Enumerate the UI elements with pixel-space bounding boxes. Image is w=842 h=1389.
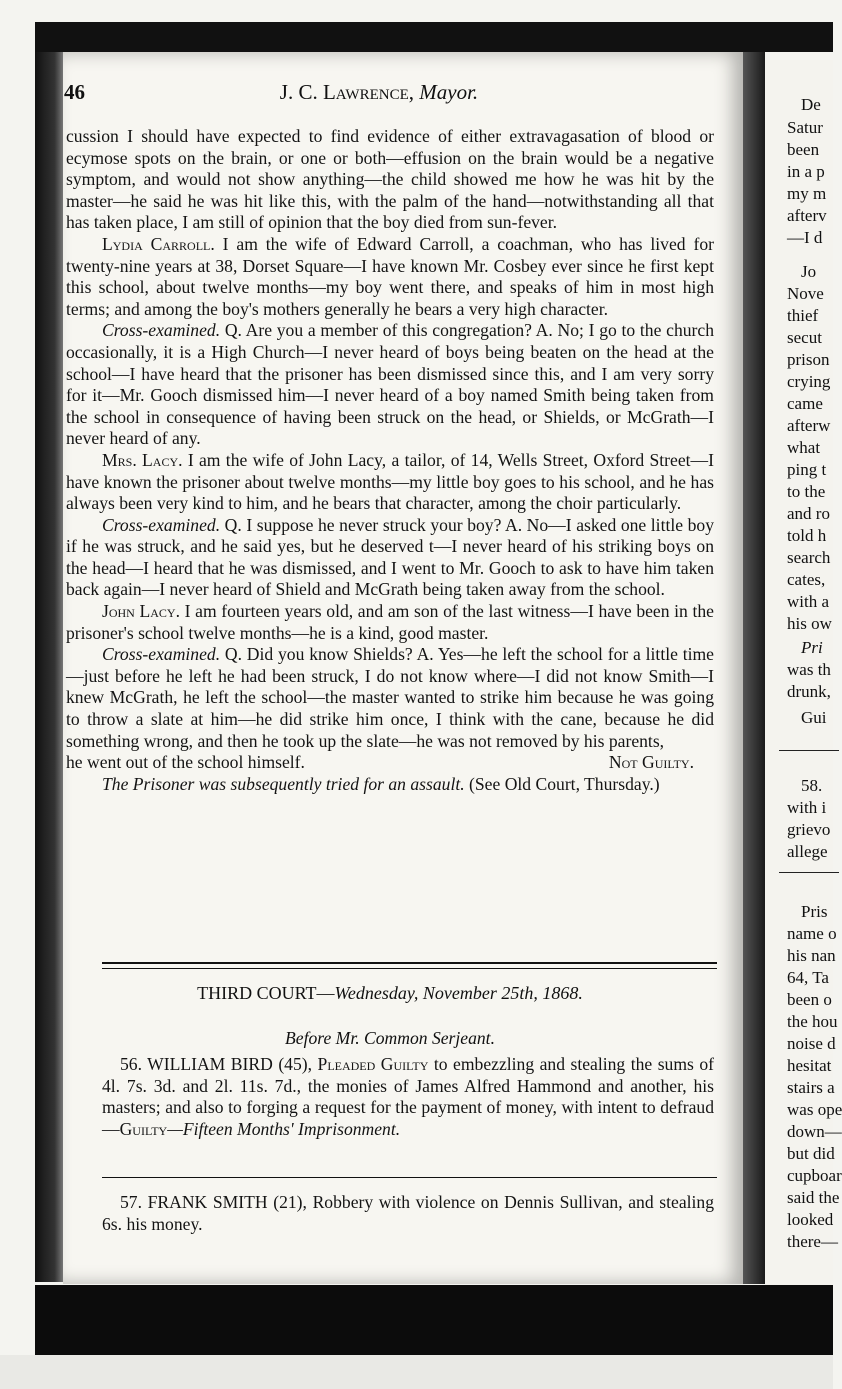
verdict: Not Guilty. <box>608 752 694 773</box>
page-number: 46 <box>64 80 85 104</box>
facing-page-text: his nan <box>787 946 836 965</box>
facing-page-text: Jo <box>801 262 817 281</box>
facing-page-text: drunk, <box>787 682 831 701</box>
note-italic: The Prisoner was subsequently tried for an assault. <box>102 773 465 794</box>
facing-page-text: looked <box>787 1210 834 1229</box>
facing-page-text: afterw <box>787 416 831 435</box>
cross-examined-label: Cross-examined. <box>102 514 221 535</box>
running-head-title: Mayor. <box>419 80 479 104</box>
cross-examination-text: Q. Are you a member of this congregation? A. No; I go to the church occasionally, it is a High Church—I never heard of boys being beaten on the head at the school—I have heard that the prisoner has been dismissed since this, and I am very sorry for it—Mr. Gooch dismissed him—I never heard of a boy named Smith being taken from the school in consequence of having been struck on the head, or Shields, or McGrath—I never heard of any. <box>66 320 714 449</box>
witness-name: Lydia Carroll. <box>102 233 215 254</box>
paragraph-note <box>66 774 714 796</box>
facing-page-text: —I d <box>787 228 823 247</box>
facing-page-text: Pri <box>801 638 823 657</box>
facing-page-text: to the <box>787 482 826 501</box>
cross-examination-text: Q. I suppose he never struck your boy? A. No—I asked one little boy if he was struck, and he said yes, but he deserved t—I never heard of his striking boys on the head—I heard that he was dismissed, and I went to Mr. Gooch to ask to have him taken back again—I never heard of Shield and McGrath being taken away from the school. <box>66 514 714 600</box>
court-heading <box>66 983 714 1004</box>
facing-page-text: the hou <box>787 1012 838 1031</box>
witness-testimony: I am fourteen years old, and am son of the last witness—I have been in the prisoner's school twelve months—he is a kind, good master. <box>66 601 714 643</box>
verdict: Guilty <box>119 1118 168 1139</box>
plea: Pleaded Guilty <box>312 1054 429 1074</box>
paragraph-john-lacy <box>66 601 714 644</box>
paragraph-mrs-lacy <box>66 450 714 515</box>
court-date: Wednesday, November 25th, 1868. <box>334 983 583 1003</box>
running-head-name: J. C. Lawrence, <box>279 80 415 104</box>
facing-page-text: been o <box>787 990 832 1009</box>
facing-page-rule <box>779 750 839 751</box>
paragraph-cross-examined-2 <box>66 515 714 601</box>
facing-page-rule <box>779 872 839 873</box>
cross-examined-label: Cross-examined. <box>102 644 221 665</box>
facing-page-text: secut <box>787 328 822 347</box>
facing-page-text: and ro <box>787 504 830 523</box>
facing-page-text: but did <box>787 1144 835 1163</box>
facing-page-text: Nove <box>787 284 824 303</box>
facing-page-text: noise d <box>787 1034 836 1053</box>
facing-page-text: said the <box>787 1188 840 1207</box>
facing-page-text: De <box>801 95 821 114</box>
case-heading: 57. FRANK SMITH (21), <box>120 1192 307 1212</box>
facing-page-text: told h <box>787 526 827 545</box>
case-text: to embezzling and stealing the sums of 4l. 7s. 3d. and 2l. 11s. 7d., the monies of James Alfred Hammond and another, his masters; and also to forging a request for the payment of money, with intent to defraud— <box>102 1054 715 1139</box>
facing-page-text: search <box>787 548 831 567</box>
sentence: —Fifteen Months' Imprisonment. <box>167 1118 401 1139</box>
paragraph-continuation: cussion I should have expected to find evidence of either extravagasation of blood or ecymose spots on the brain, or one or both—effusion on the brain would be a negative symptom, and would not show anything—the child showed me how he was hit by the master—he said he was hit like this, with the palm of the hand—notwithstanding all that has taken place, I am still of opinion that the boy died from sun-fever. <box>66 126 714 233</box>
facing-page-text: afterv <box>787 206 827 225</box>
facing-page-text: grievo <box>787 820 831 839</box>
scan-border-top <box>35 22 833 52</box>
witness-name: Mrs. Lacy. <box>102 449 183 470</box>
facing-page-text: thief <box>787 306 819 325</box>
paragraph-cross-examined-3 <box>66 644 714 752</box>
page-header <box>64 80 694 110</box>
closing-text: he went out of the school himself. <box>66 752 305 773</box>
facing-page-text: 58. <box>801 776 823 795</box>
scan-spine-left <box>35 52 63 1282</box>
case-divider <box>102 1177 717 1178</box>
facing-page-text: hesitat <box>787 1056 832 1075</box>
paragraph-cross-examined-1 <box>66 320 714 450</box>
facing-page-text: Satur <box>787 118 823 137</box>
book-gutter <box>743 52 765 1284</box>
court-name: THIRD COURT— <box>197 983 335 1003</box>
facing-page-text: allege <box>787 842 828 861</box>
facing-page-text: cates, <box>787 570 826 589</box>
testimony-text <box>66 126 714 795</box>
facing-page-text: prison <box>787 350 830 369</box>
facing-page-text: his ow <box>787 614 832 633</box>
case-57 <box>102 1192 714 1235</box>
facing-page-text: what <box>787 438 821 457</box>
facing-page-text: cupboar <box>787 1166 842 1185</box>
presiding-judge: Before Mr. Common Serjeant. <box>285 1028 495 1048</box>
facing-page-text: crying <box>787 372 831 391</box>
case-text: Robbery with violence on Dennis Sullivan, and stealing 6s. his money. <box>102 1192 714 1234</box>
witness-testimony: I am the wife of John Lacy, a tailor, of 14, Wells Street, Oxford Street—I have known the prisoner about twelve months—my little boy goes to his school, and he has always been very kind to him, and he bears that character, among the choir particularly. <box>66 449 714 514</box>
facing-page-text: in a p <box>787 162 825 181</box>
facing-page-text: been <box>787 140 820 159</box>
verdict-line <box>66 752 714 774</box>
paragraph-lydia-carroll <box>66 234 714 320</box>
facing-page-text: my m <box>787 184 827 203</box>
facing-page-text: there— <box>787 1232 838 1251</box>
facing-page-text: name o <box>787 924 837 943</box>
witness-name: John Lacy. <box>102 601 180 622</box>
facing-page-text: stairs a <box>787 1078 835 1097</box>
facing-page-fragment <box>765 60 842 1285</box>
facing-page-text: with i <box>787 798 827 817</box>
cross-examination-text: Q. Did you know Shields? A. Yes—he left the school for a little time—just before he left he had been struck, I do not know where—I did not know Smith—I knew McGrath, he left the school—the master wanted to strike him because he was going to throw a slate at him—he did strike him once, I think with the cane, because he did something wrong, and then he took up the slate—he was not removed by his parents, <box>66 644 714 751</box>
facing-page-text: was ope <box>787 1100 842 1119</box>
section-divider <box>102 962 717 969</box>
facing-page-text: Pris <box>801 902 828 921</box>
facing-page-text: was th <box>787 660 831 679</box>
case-heading: 56. WILLIAM BIRD (45), <box>120 1054 313 1074</box>
scan-margin-bottom <box>0 1355 833 1389</box>
cross-examined-label: Cross-examined. <box>102 320 221 341</box>
facing-page-text: Gui <box>801 708 827 727</box>
running-head <box>64 80 694 105</box>
facing-page-text: ping t <box>787 460 827 479</box>
facing-page-text: 64, Ta <box>787 968 829 987</box>
facing-page-text: came <box>787 394 823 413</box>
case-56 <box>102 1054 714 1140</box>
facing-page-text: with a <box>787 592 830 611</box>
facing-page-text: down— <box>787 1122 842 1141</box>
witness-testimony: I am the wife of Edward Carroll, a coachman, who has lived for twenty-nine years at 38, Dorset Square—I have known Mr. Cosbey ever since he first kept this school, about twelve months—my boy went there, and speaks of him in most high terms; and among the boy's mothers generally he bears a very high character. <box>66 233 714 319</box>
scan-border-bottom <box>35 1285 833 1355</box>
note-rest: (See Old Court, Thursday.) <box>464 773 660 794</box>
